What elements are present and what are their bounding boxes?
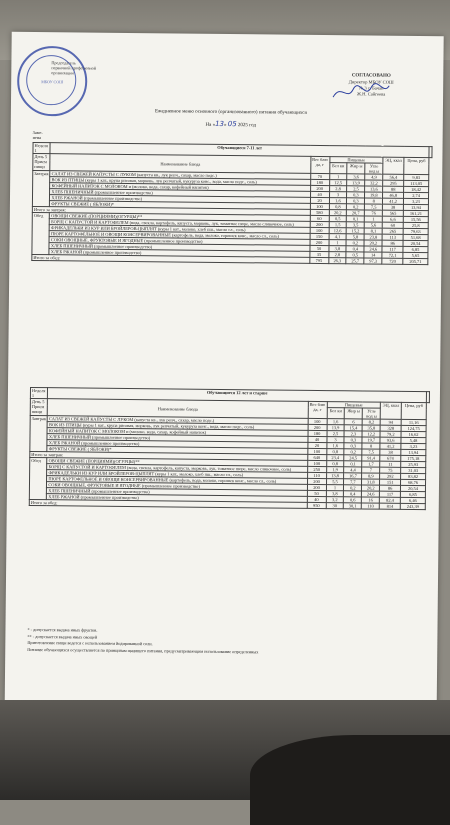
kcal-header: ЭЦ, ккал (383, 157, 404, 174)
dish-fat: 0,3 (344, 443, 362, 449)
dish-kcal: 113 (382, 234, 403, 240)
dish-carbs: 19,8 (365, 192, 383, 198)
dark-shadow-object (250, 735, 450, 825)
dish-fat: 0,2 (347, 204, 365, 210)
dish-kcal: 75 (380, 467, 401, 473)
dish-carbs: 8 (365, 198, 383, 204)
dish-protein: 5,5 (326, 479, 344, 485)
dish-protein: 13,9 (327, 425, 345, 431)
dish-kcal: 151 (380, 479, 401, 485)
dish-name: БОРЩ С КАПУСТОЙ И КАРТОФЕЛЕМ (вода, свекла, картофель, капуста, морковь, лук, томатное пюре, масло сливочное, соль) (47, 464, 307, 473)
dish-kcal: 94 (380, 419, 401, 425)
dish-protein: 13,8 (326, 473, 344, 479)
total-weight: 640 (307, 454, 326, 460)
dish-weight: 100 (310, 203, 329, 209)
dish-kcal: 93,6 (380, 437, 401, 443)
nutrient-fat-header: Жир ы (345, 408, 363, 419)
dish-price: 5,48 (401, 437, 426, 443)
dish-price: 113,05 (404, 180, 429, 186)
dish-carbs: 12,2 (362, 431, 380, 437)
dish-name: ФРИКАДЕЛЬКИ ИЗ КУР ИЛИ БРОЙЛЕРОВ-ЦЫПЛЯТ (куры 1 кат., молоко, хлеб пш., масло сл., соль) (47, 470, 307, 479)
total-carbs: 91,4 (362, 455, 380, 461)
dish-name: ФРУКТЫ СВЕЖИЕ ( ЯБЛОКИ)* (47, 446, 307, 455)
dish-price: 124,75 (401, 425, 426, 431)
dish-fat: 15,2 (347, 228, 365, 234)
dish-weight: 200 (307, 478, 326, 484)
dish-protein: 2,5 (327, 431, 345, 437)
dish-fat: 2,3 (344, 431, 362, 437)
nutrients-header: Пищевые (327, 402, 381, 409)
dish-carbs: 16 (362, 497, 380, 503)
dish-weight: 110 (307, 472, 326, 478)
dish-protein: 1 (329, 174, 347, 180)
dish-fat: 15,4 (344, 425, 362, 431)
meal-label: Завтрак (32, 170, 50, 206)
dish-carbs: 20,2 (364, 240, 382, 246)
total-fat: 25,7 (346, 258, 364, 264)
dish-fat: 0,2 (346, 240, 364, 246)
dish-price: 13,94 (403, 204, 428, 210)
menu-table-7-11 (31, 142, 432, 265)
dish-name: ФРИКАДЕЛЬКИ ИЗ КУР ИЛИ БРОЙЛЕРОВ-ЦЫПЛЯТ (куры 1 кат., молоко, хлеб пш., масло сл., соль) (50, 225, 310, 234)
dish-price: 79,63 (403, 228, 428, 234)
dish-kcal: 328 (380, 425, 401, 431)
price-header: Цена, руб (404, 157, 429, 174)
dish-price: 6,85 (400, 491, 425, 497)
dish-name: ВОК ИЗ ПТИЦЫ (куры 1 кат., крупа рисовая, морковь, лук репчатый, кукуруза конс., вода, масло подс., соль) (50, 177, 310, 186)
total-label: Итого за завтрак: (32, 206, 310, 215)
dish-kcal: 86 (380, 485, 401, 491)
dish-fat: 4,4 (344, 467, 362, 473)
dish-protein: 1,6 (327, 419, 345, 425)
dish-weight: 100 (307, 460, 326, 466)
meal-header: День 5 Прием пищи (30, 398, 48, 415)
dish-fat: 0,3 (347, 192, 365, 198)
dish-carbs: 24,6 (362, 491, 380, 497)
dish-carbs: 7,5 (362, 449, 380, 455)
dish-price: 9,83 (404, 174, 429, 180)
round-stamp: МБОУ СОШ (17, 46, 88, 117)
dish-fat: 6 (345, 419, 363, 425)
dish-kcal: 60 (382, 222, 403, 228)
dish-price: 25,93 (401, 461, 426, 467)
menu-table-12-plus (29, 387, 430, 510)
dish-name: КОФЕЙНЫЙ НАПИТОК С МОЛОКОМ и (молоко, вода, сахар, кофейный напиток) (50, 183, 310, 192)
dish-kcal: 117 (380, 491, 401, 497)
dish-weight: 180 (310, 179, 329, 185)
dish-protein: 1 (329, 240, 347, 246)
dish-weight: 35 (310, 251, 329, 257)
dish-weight: 100 (310, 227, 329, 233)
dish-protein: 3 (326, 437, 344, 443)
dish-fat: 5,8 (346, 234, 364, 240)
dish-weight: 150 (310, 233, 329, 239)
weight-header: Вес блю да, г (308, 401, 327, 418)
dish-price: 18,42 (404, 186, 429, 192)
total-fat: 30,1 (344, 503, 362, 509)
nutrient-carb-header: Угле вод ы (363, 408, 381, 419)
total-protein: 30 (326, 503, 344, 509)
dish-weight: 50 (310, 245, 329, 251)
dish-weight: 200 (310, 185, 329, 191)
dish-name: ПЮРЕ КАРТОФЕЛЬНОЕ И ОВОЩИ КОНСЕРВИРОВАННЫЕ (картофель, вода, молоко, горошек конс., масло сл., соль) (47, 476, 307, 485)
dish-fat: 0,3 (347, 198, 365, 204)
dish-kcal: 56,4 (383, 174, 404, 180)
meal-label: Обед (32, 212, 50, 254)
total-protein: 26,3 (328, 258, 346, 264)
dish-protein: 1,6 (326, 443, 344, 449)
dish-price: 20,54 (403, 240, 428, 246)
dish-protein: 2,8 (329, 186, 347, 192)
price-header: Цена, руб (401, 402, 426, 419)
week-label: Неделя 1 (33, 142, 50, 153)
dish-fat: 3,6 (347, 174, 365, 180)
dish-kcal: 11 (380, 461, 401, 467)
dish-price: 3,23 (404, 198, 429, 204)
dish-protein: 3,2 (326, 497, 344, 503)
total-price: 175,18 (401, 455, 426, 461)
left-signature-block: Председатель первичной профсоюзной организации (51, 60, 96, 76)
total-weight: 795 (309, 257, 328, 263)
dish-header: Наименование блюда (48, 399, 308, 419)
dish-weight: 40 (310, 191, 329, 197)
total-carbs: 110 (362, 503, 380, 509)
total-kcal: 565 (383, 210, 404, 216)
total-kcal: 814 (379, 503, 400, 509)
weight-header: Вес блю да, г (310, 156, 329, 173)
nutrient-fat-header: Жир ы (347, 163, 365, 174)
dish-protein: 3,8 (328, 246, 346, 252)
dish-price: 13,94 (401, 449, 426, 455)
approval-block: СОГЛАСОВАНО Директор МБОУ СОШ № 3 с. Бачан Ж.Н. Сайгеева (348, 73, 394, 97)
dish-name: ХЛЕБ РЖАНОЙ (промышленное производство) (47, 440, 307, 449)
dish-protein: 1,6 (329, 198, 347, 204)
dish-fat: 0,2 (344, 485, 362, 491)
dish-name: САЛАТ ИЗ СВЕЖЕЙ КАПУСТЫ С ЛУКОМ (капуста кв., лук репч., сахар, масло подс.) (50, 171, 310, 180)
dish-kcal: 88 (383, 186, 404, 192)
dish-protein: 1 (326, 485, 344, 491)
dish-name: ОВОЩИ СВЕЖИЕ (ПОРЦИЯМИ)(ОГУРЦЫ)** (47, 458, 307, 467)
dish-price: 6,85 (403, 246, 428, 252)
dish-name: ФРУКТЫ СВЕЖИЕ ( ЯБЛОКИ)* (50, 201, 310, 210)
total-price: 243,39 (400, 503, 425, 509)
dish-carbs: 13,6 (365, 186, 383, 192)
dish-name: СОКИ ОВОЩНЫЕ, ФРУКТОВЫЕ И ЯГОДНЫЕ (промышленное производство) (47, 482, 307, 491)
age-group: Обучающиеся 12 лет и старше (48, 388, 427, 403)
dish-price: 51,68 (403, 234, 428, 240)
dish-name: ХЛЕБ РЖАНОЙ (промышленное производство) (47, 494, 307, 503)
total-price: 205,71 (403, 258, 428, 264)
dish-protein: 0,5 (329, 216, 347, 222)
total-carbs: 97,3 (364, 258, 382, 264)
dish-fat: 2,5 (347, 186, 365, 192)
dish-name: САЛАТ ИЗ СВЕЖЕЙ КАПУСТЫ С ЛУКОМ (капуста кв., лук репч., сахар, масло подс.) (48, 416, 308, 425)
footnotes: * - допускается выдача иных фруктов. ** - допускается выдача иных овощей Приготовление пищи ведется с использованием йодированной соли. Питание обучающихся осуществляется по принципам щадящего питания, предусматривающим использование определенных (27, 626, 259, 654)
dish-kcal: 265 (382, 228, 403, 234)
dish-kcal: 41,2 (380, 443, 401, 449)
dish-name: ХЛЕБ ПШЕНИЧНЫЙ (промышленное производство) (47, 488, 307, 497)
dish-protein: 3 (329, 192, 347, 198)
dish-protein: 1,9 (326, 467, 344, 473)
dish-price: 3,23 (401, 443, 426, 449)
dish-protein: 12,6 (329, 228, 347, 234)
dish-protein: 0,8 (326, 449, 344, 455)
dish-fat: 16,7 (344, 473, 362, 479)
dish-carbs: 23,8 (364, 234, 382, 240)
dish-price: 2,74 (404, 192, 429, 198)
total-label: Итого за обед: (32, 254, 310, 263)
dish-price: 15,56 (403, 216, 428, 222)
dish-fat: 0,3 (344, 437, 362, 443)
meal-header: День 5 Прием пищи (33, 153, 51, 170)
dish-weight: 40 (307, 496, 326, 502)
dish-name: ВОК ИЗ ПТИЦЫ (куры 1 кат., крупа рисовая, морковь, лук репчатый, кукуруза конс., вода, масло подс., соль) (47, 422, 307, 431)
total-fat: 20,7 (347, 210, 365, 216)
dish-price: 5,65 (403, 252, 428, 258)
dish-kcal: 82,4 (380, 497, 401, 503)
dish-fat: 0,2 (344, 449, 362, 455)
dish-carbs: 31,8 (362, 479, 380, 485)
dish-protein: 2,8 (328, 252, 346, 258)
dish-protein: 0,8 (329, 204, 347, 210)
dish-fat: 0,1 (347, 216, 365, 222)
menu-title: Ежедневное меню основного (организованного) питания обучающихся (154, 109, 307, 116)
dish-weight: 40 (308, 436, 327, 442)
dish-weight: 200 (308, 424, 327, 430)
dish-price: 6,46 (400, 497, 425, 503)
total-price: 161,21 (403, 210, 428, 216)
nutrient-protein-header: Бел ки (329, 163, 347, 174)
dish-carbs: 8,1 (364, 228, 382, 234)
meal-label: Завтрак (30, 415, 48, 451)
dish-protein: 3,8 (326, 491, 344, 497)
dish-weight: 50 (307, 490, 326, 496)
dish-kcal: 38 (383, 204, 404, 210)
total-weight: 950 (307, 502, 326, 508)
dish-kcal: 46,8 (383, 192, 404, 198)
dish-fat: 0,1 (344, 461, 362, 467)
dish-price: 11,16 (401, 419, 426, 425)
dish-price: 16,62 (401, 431, 426, 437)
dish-carbs: 7,5 (365, 204, 383, 210)
dish-kcal: 72,1 (382, 252, 403, 258)
dish-kcal: 295 (383, 180, 404, 186)
dish-name: ХЛЕБ ПШЕНИЧНЫЙ (промышленное производство) (47, 434, 307, 443)
total-weight: 580 (310, 209, 329, 215)
dish-fat: 0,5 (346, 252, 364, 258)
total-protein: 23,4 (326, 455, 344, 461)
dish-weight: 250 (307, 466, 326, 472)
dish-header: Наименование блюда (50, 154, 310, 174)
total-fat: 24,5 (344, 455, 362, 461)
dish-price: 25,8 (403, 222, 428, 228)
director-signature (331, 81, 391, 104)
dish-carbs: 8,9 (362, 473, 380, 479)
dish-name: ХЛЕБ ПШЕНИЧНЫЙ (промышленное производство) (49, 243, 309, 252)
dish-kcal: 86 (382, 240, 403, 246)
dish-name: ПЮРЕ КАРТОФЕЛЬНОЕ И ОВОЩИ КОНСЕРВИРОВАННЫЕ (картофель, вода, молоко, горошек конс., масло сл., соль) (49, 231, 309, 240)
total-protein: 20,2 (329, 210, 347, 216)
dish-weight: 60 (310, 215, 329, 221)
dish-weight: 20 (310, 197, 329, 203)
dish-kcal: 292 (380, 473, 401, 479)
dish-carbs: 32,2 (365, 180, 383, 186)
dish-carbs: 19,7 (362, 437, 380, 443)
dish-carbs: 14 (364, 252, 382, 258)
dish-carbs: 5,6 (365, 222, 383, 228)
dish-fat: 3,5 (347, 222, 365, 228)
nutrient-protein-header: Бел ки (327, 408, 345, 419)
kcal-header: ЭЦ, ккал (380, 402, 401, 419)
dish-name: ХЛЕБ РЖАНОЙ (промышленное производство) (50, 195, 310, 204)
total-label: Итого за завтрак: (30, 451, 308, 460)
total-label: Итого за обед: (29, 499, 307, 508)
dish-carbs: 1,7 (362, 461, 380, 467)
dish-carbs: 35,8 (362, 425, 380, 431)
dish-kcal: 38 (380, 449, 401, 455)
dish-weight: 100 (308, 418, 327, 424)
replacement-note: Заме- нена (32, 129, 43, 141)
meal-label: Обед (29, 457, 47, 499)
dish-protein: 1,5 (329, 222, 347, 228)
dish-fat: 7,7 (344, 479, 362, 485)
dish-weight: 200 (307, 484, 326, 490)
dish-carbs: 1 (365, 216, 383, 222)
dish-protein: 4,1 (329, 234, 347, 240)
menu-document (4, 32, 443, 746)
dish-name: КОФЕЙНЫЙ НАПИТОК С МОЛОКОМ и (молоко, вода, сахар, кофейный напиток) (47, 428, 307, 437)
nutrients-header: Пищевые (329, 157, 383, 164)
dish-name: СОКИ ОВОЩНЫЕ, ФРУКТОВЫЕ И ЯГОДНЫЕ (промышленное производство) (49, 237, 309, 246)
total-kcal: 674 (380, 455, 401, 461)
dish-price: 20,54 (401, 485, 426, 491)
dish-carbs: 24,6 (364, 246, 382, 252)
nutrient-carb-header: Угле вод ы (365, 163, 383, 174)
dish-weight: 180 (308, 430, 327, 436)
dish-weight: 100 (307, 448, 326, 454)
age-group: Обучающиеся 7-11 лет (50, 143, 429, 158)
dish-carbs: 7 (362, 467, 380, 473)
dish-kcal: 6,6 (382, 216, 403, 222)
dish-fat: 0,4 (344, 491, 362, 497)
dish-carbs: 8 (362, 443, 380, 449)
week-label: Неделя 1 (30, 387, 47, 398)
total-carbs: 76 (365, 210, 383, 216)
dish-name: ХЛЕБ РЖАНОЙ (промышленное производство) (49, 249, 309, 258)
dish-carbs: 8,2 (362, 419, 380, 425)
dish-name: ОВОЩИ СВЕЖИЕ (ПОРЦИЯМИ)(ОГУРЦЫ)** (50, 213, 310, 222)
dish-fat: 13,9 (347, 180, 365, 186)
dish-carbs: 20,2 (362, 485, 380, 491)
dish-price: 83,82 (401, 473, 426, 479)
dish-carbs: 4,9 (365, 174, 383, 180)
dish-protein: 0,8 (326, 461, 344, 467)
dish-fat: 0,4 (346, 246, 364, 252)
dish-name: БОРЩ С КАПУСТОЙ И КАРТОФЕЛЕМ (вода, свекла, картофель, капуста, морковь, лук, томатное пюре, масло сливочное, соль) (50, 219, 310, 228)
dish-name: ХЛЕБ ПШЕНИЧНЫЙ (промышленное производство) (50, 189, 310, 198)
dish-kcal: 117 (382, 246, 403, 252)
total-kcal: 720 (382, 258, 403, 264)
menu-date: На «13» 05 2025 год (205, 119, 257, 129)
dish-weight: 20 (308, 442, 327, 448)
dish-fat: 0,6 (344, 497, 362, 503)
dish-weight: 200 (310, 239, 329, 245)
dish-protein: 12,5 (329, 180, 347, 186)
dish-price: 68,76 (401, 479, 426, 485)
dish-price: 31,03 (401, 467, 426, 473)
dish-weight: 200 (310, 221, 329, 227)
dish-kcal: 41,2 (383, 198, 404, 204)
dish-kcal: 79,2 (380, 431, 401, 437)
dish-weight: 70 (310, 173, 329, 179)
